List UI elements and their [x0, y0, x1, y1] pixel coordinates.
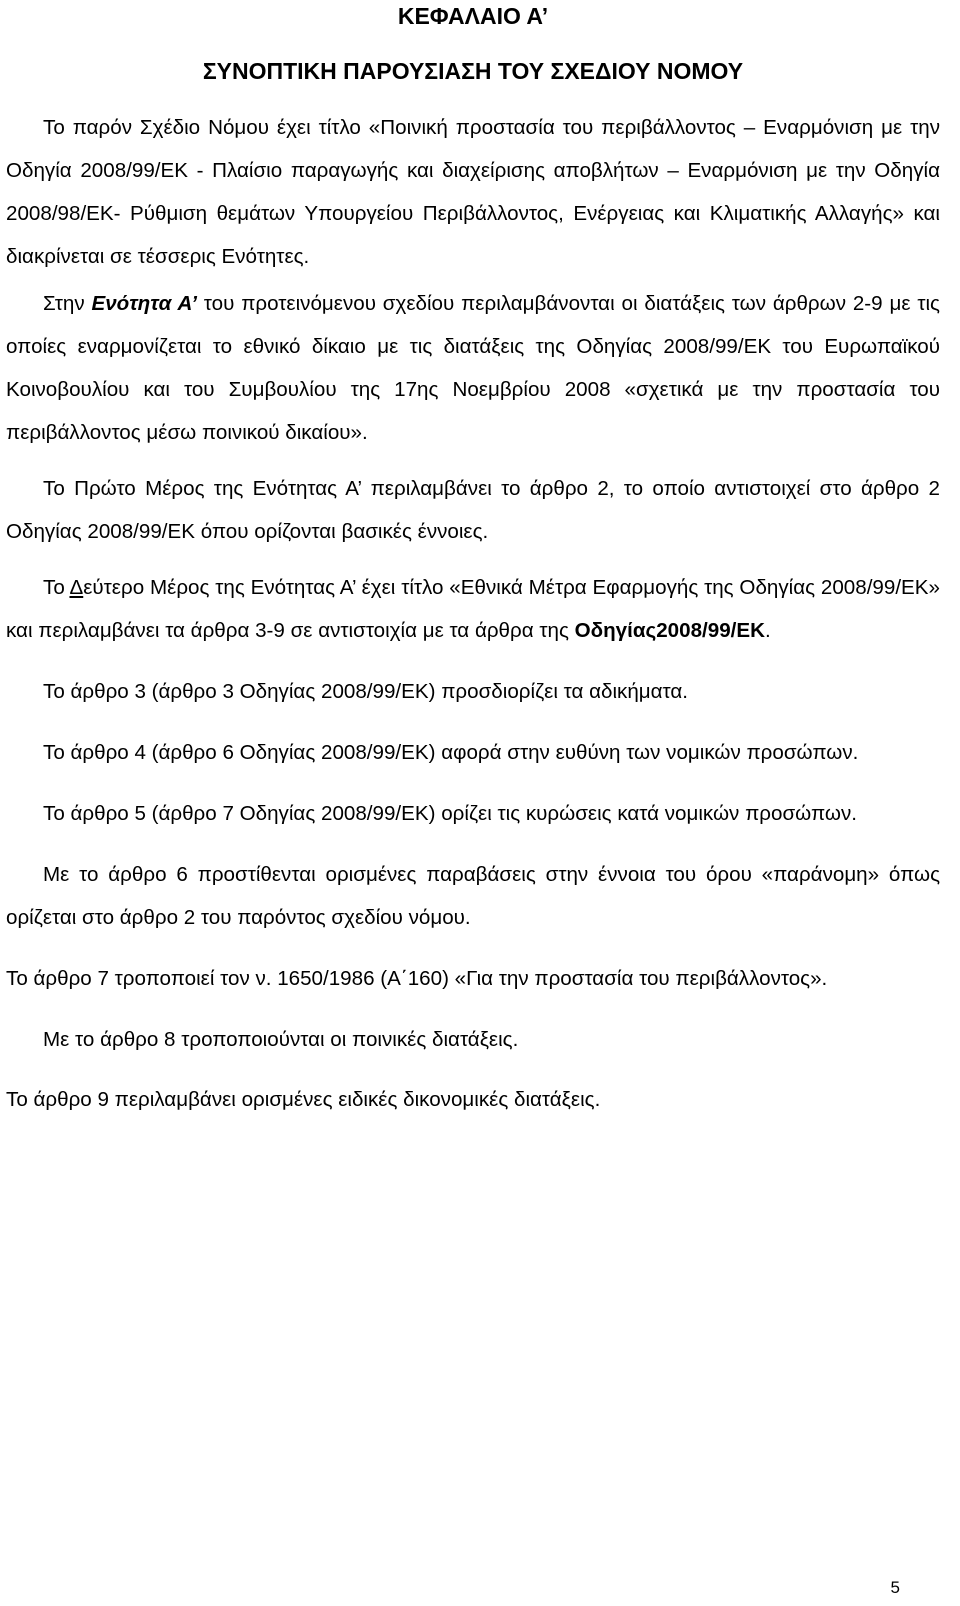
document-subtitle: ΣΥΝΟΠΤΙΚΗ ΠΑΡΟΥΣΙΑΣΗ ΤΟΥ ΣΧΕΔΙΟΥ ΝΟΜΟΥ	[202, 58, 744, 84]
article-3-paragraph: Το άρθρο 3 (άρθρο 3 Οδηγίας 2008/99/ΕΚ) προσδιορίζει τα αδικήματα.	[43, 680, 689, 703]
second-part-directive: Οδηγίας2008/99/ΕΚ	[574, 619, 765, 642]
second-part-underlined-letter: Δ	[69, 576, 84, 599]
first-part-paragraph: Το Πρώτο Μέρος της Ενότητας Α’ περιλαμβάνει το άρθρο 2, το οποίο αντιστοιχεί στο άρθρο 2 Οδηγίας 2008/99/ΕΚ όπου ορίζονται βασικές έννοιες.	[6, 477, 940, 543]
chapter-title: ΚΕΦΑΛΑΙΟ Α’	[397, 3, 549, 29]
article-6-paragraph: Με το άρθρο 6 προστίθενται ορισμένες παραβάσεις στην έννοια του όρου «παράνομη» όπως ορίζεται στο άρθρο 2 του παρόντος σχεδίου νόμου.	[6, 863, 940, 929]
article-8-paragraph: Με το άρθρο 8 τροποποιούνται οι ποινικές διατάξεις.	[43, 1028, 519, 1051]
article-4-paragraph: Το άρθρο 4 (άρθρο 6 Οδηγίας 2008/99/ΕΚ) αφορά στην ευθύνη των νομικών προσώπων.	[43, 741, 859, 764]
section-a-paragraph	[6, 282, 940, 454]
second-part-text: εύτερο Μέρος της Ενότητας Α’ έχει τίτλο «Εθνικά Μέτρα Εφαρμογής της Οδηγίας 2008/99/ΕΚ» και περιλαμβάνει τα άρθρα 3-9 σε αντιστοιχία με τα άρθρα της	[6, 576, 940, 642]
article-9-paragraph: Το άρθρο 9 περιλαμβάνει ορισμένες ειδικές δικονομικές διατάξεις.	[6, 1088, 601, 1111]
article-5-paragraph: Το άρθρο 5 (άρθρο 7 Οδηγίας 2008/99/ΕΚ) ορίζει τις κυρώσεις κατά νομικών προσώπων.	[43, 802, 857, 825]
article-7-paragraph: Το άρθρο 7 τροποποιεί τον ν. 1650/1986 (Α΄160) «Για την προστασία του περιβάλλοντος».	[6, 967, 828, 990]
section-a-label: Ενότητα Α’	[91, 292, 197, 315]
section-a-lead: Στην	[43, 292, 92, 315]
document-page	[6, 0, 940, 1121]
second-part-lead: Το	[43, 576, 70, 599]
second-part-paragraph	[6, 566, 940, 652]
section-a-text: του προτεινόμενου σχεδίου περιλαμβάνονται οι διατάξεις των άρθρων 2-9 με τις οποίες εναρμονίζεται το εθνικό δίκαιο με τις διατάξεις της Οδηγίας 2008/99/ΕΚ του Ευρωπαϊκού Κοινοβουλίου και του Συμβουλίου της 17ης Νοεμβρίου 2008 «σχετικά με την προστασία του περιβάλλοντος μέσω ποινικού δικαίου».	[6, 292, 940, 444]
intro-paragraph: Το παρόν Σχέδιο Νόμου έχει τίτλο «Ποινική προστασία του περιβάλλοντος – Εναρμόνιση με την Οδηγία 2008/99/ΕΚ - Πλαίσιο παραγωγής και διαχείρισης αποβλήτων – Εναρμόνιση με την Οδηγία 2008/98/ΕΚ- Ρύθμιση θεμάτων Υπουργείου Περιβάλλοντος, Ενέργειας και Κλιματικής Αλλαγής» και διακρίνεται σε τέσσερις Ενότητες.	[6, 116, 940, 268]
page-number: 5	[890, 1578, 900, 1597]
second-part-end: .	[765, 619, 771, 642]
